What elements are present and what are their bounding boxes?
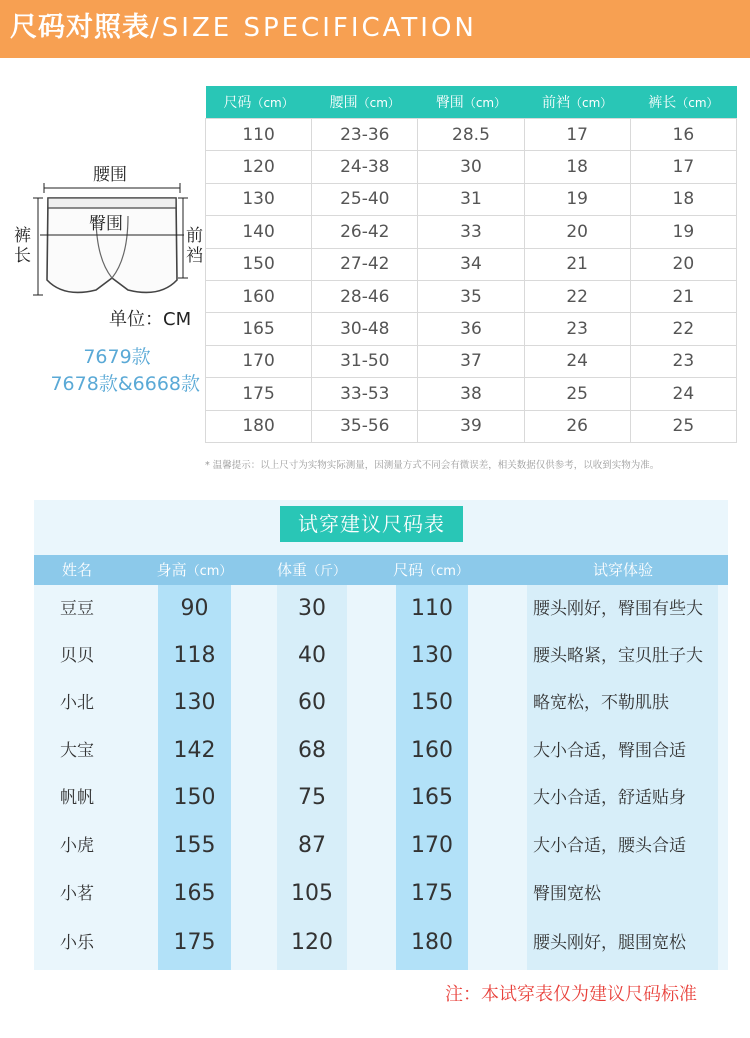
try-on-cell: 帆帆 (60, 788, 94, 808)
table-cell: 150 (206, 248, 312, 280)
try-on-cell: 大小合适，腰头合适 (533, 836, 686, 856)
try-on-title: 试穿建议尺码表 (280, 506, 463, 542)
try-on-cell: 略宽松，不勒肌肤 (533, 693, 669, 713)
try-on-cell: 30 (298, 596, 326, 621)
try-on-cell: 175 (173, 930, 216, 955)
table-cell: 27-42 (312, 248, 418, 280)
table-cell: 23-36 (312, 119, 418, 151)
header-unit: （cm） (676, 96, 719, 110)
table-cell: 24-38 (312, 151, 418, 183)
table-cell: 110 (206, 119, 312, 151)
table-cell: 16 (630, 119, 736, 151)
try-on-cell: 小茗 (60, 884, 94, 904)
table-row (206, 313, 737, 345)
page-title (10, 8, 477, 48)
table-cell: 180 (206, 410, 312, 442)
size-table-header-cell (206, 86, 312, 119)
table-cell: 25 (630, 410, 736, 442)
table-cell: 26 (524, 410, 630, 442)
header-label: 身高 (156, 561, 187, 579)
try-on-cell: 小乐 (60, 933, 94, 953)
table-cell: 170 (206, 345, 312, 377)
try-on-cell: 175 (411, 881, 453, 906)
title-separator: / (150, 13, 162, 43)
table-row (206, 216, 737, 248)
try-on-cell: 75 (298, 785, 326, 810)
try-on-footnote: 注：本试穿表仅为建议尺码标准 (445, 984, 697, 1005)
try-on-cell: 142 (173, 738, 216, 763)
table-cell: 33 (418, 216, 524, 248)
try-on-cell: 130 (411, 643, 453, 668)
size-table-header-cell (418, 86, 524, 119)
size-note: * 温馨提示：以上尺寸为实物实际测量，因测量方式不同会有微误差，相关数据仅供参考，以收到实物为准。 (205, 460, 660, 471)
table-cell: 160 (206, 280, 312, 312)
table-cell: 17 (630, 151, 736, 183)
table-cell: 35 (418, 280, 524, 312)
hip-label: 臀围 (89, 214, 123, 234)
try-on-header-cell (34, 555, 120, 585)
try-on-header-cell (528, 555, 718, 585)
table-cell: 24 (524, 345, 630, 377)
try-on-cell: 40 (298, 643, 326, 668)
table-cell: 19 (630, 216, 736, 248)
try-on-header-cell (143, 555, 246, 585)
table-cell: 21 (630, 280, 736, 312)
try-on-cell: 大小合适，臀围合适 (533, 741, 686, 761)
try-on-cell: 130 (173, 690, 216, 715)
table-cell: 28-46 (312, 280, 418, 312)
rise-label-2: 裆 (186, 246, 203, 266)
table-cell: 26-42 (312, 216, 418, 248)
table-cell: 18 (524, 151, 630, 183)
try-on-cell: 大宝 (60, 741, 94, 761)
try-on-cell: 150 (173, 785, 216, 810)
try-on-cell: 118 (173, 643, 216, 668)
table-cell: 23 (630, 345, 736, 377)
try-on-cell: 90 (180, 596, 209, 621)
table-cell: 33-53 (312, 378, 418, 410)
try-on-header-cell (263, 555, 360, 585)
table-row (206, 151, 737, 183)
table-cell: 18 (630, 183, 736, 215)
table-row (206, 410, 737, 442)
try-on-cell: 105 (291, 881, 333, 906)
try-on-cell: 豆豆 (60, 599, 94, 619)
header-label: 姓名 (61, 561, 92, 579)
header-unit: （cm） (357, 96, 400, 110)
header-unit: （cm） (570, 96, 613, 110)
header-label: 尺码 (223, 95, 252, 111)
table-cell: 20 (630, 248, 736, 280)
try-on-cell: 68 (298, 738, 326, 763)
header-label: 臀围 (435, 95, 464, 111)
table-cell: 36 (418, 313, 524, 345)
try-on-cell: 180 (411, 930, 453, 955)
try-on-cell: 腰头刚好，腿围宽松 (533, 933, 686, 953)
header-unit: （cm） (186, 564, 233, 579)
table-cell: 130 (206, 183, 312, 215)
table-cell: 165 (206, 313, 312, 345)
size-table-body (206, 119, 737, 443)
table-row (206, 345, 737, 377)
try-on-cell: 臀围宽松 (533, 884, 601, 904)
table-cell: 30 (418, 151, 524, 183)
model-1: 7679款 (83, 346, 151, 368)
table-cell: 24 (630, 378, 736, 410)
try-on-cell: 大小合适，舒适贴身 (533, 788, 686, 808)
table-cell: 20 (524, 216, 630, 248)
header-label: 前裆 (542, 95, 570, 111)
table-cell: 140 (206, 216, 312, 248)
header-label: 试穿体验 (592, 561, 653, 579)
table-row (206, 378, 737, 410)
table-cell: 30-48 (312, 313, 418, 345)
length-label-2: 长 (14, 246, 31, 266)
title-en: SIZE SPECIFICATION (161, 13, 477, 43)
table-cell: 17 (524, 119, 630, 151)
size-table (205, 86, 737, 443)
unit-label: 单位：CM (109, 309, 192, 330)
table-cell: 22 (524, 280, 630, 312)
size-table-header (206, 86, 737, 119)
try-on-cell: 贝贝 (60, 646, 94, 666)
header-label: 腰围 (329, 95, 358, 111)
table-cell: 35-56 (312, 410, 418, 442)
table-cell: 37 (418, 345, 524, 377)
table-row (206, 280, 737, 312)
table-cell: 38 (418, 378, 524, 410)
rise-label-1: 前 (186, 226, 203, 246)
header-label: 裤长 (648, 95, 677, 111)
header-unit: （cm） (463, 96, 507, 110)
table-row (206, 119, 737, 151)
table-cell: 23 (524, 313, 630, 345)
table-cell: 120 (206, 151, 312, 183)
table-cell: 21 (524, 248, 630, 280)
try-on-cell: 160 (411, 738, 453, 763)
try-on-cell: 60 (298, 690, 326, 715)
model-numbers (14, 344, 200, 398)
title-zh: 尺码对照表 (10, 12, 150, 43)
try-on-cell: 小北 (60, 693, 94, 713)
waist-label: 腰围 (93, 165, 127, 185)
try-on-cell: 小虎 (60, 836, 94, 856)
size-table-header-cell (630, 86, 736, 119)
header-unit: （斤） (307, 564, 347, 579)
table-cell: 31-50 (312, 345, 418, 377)
table-row (206, 183, 737, 215)
table-cell: 22 (630, 313, 736, 345)
table-cell: 34 (418, 248, 524, 280)
header-banner (0, 0, 750, 58)
try-on-cell: 120 (291, 930, 333, 955)
try-on-cell: 170 (411, 833, 453, 858)
try-on-header-cell (383, 555, 479, 585)
try-on-cell: 165 (411, 785, 453, 810)
header-unit: （cm） (423, 564, 469, 579)
table-cell: 39 (418, 410, 524, 442)
header-label: 尺码 (393, 561, 424, 579)
header-unit: （cm） (251, 96, 294, 110)
header-label: 体重 (276, 561, 307, 579)
table-cell: 25 (524, 378, 630, 410)
table-cell: 175 (206, 378, 312, 410)
table-row (206, 248, 737, 280)
try-on-cell: 155 (173, 833, 216, 858)
try-on-cell: 150 (411, 690, 453, 715)
table-cell: 25-40 (312, 183, 418, 215)
length-label-1: 裤 (14, 226, 31, 246)
size-table-header-cell (312, 86, 418, 119)
model-2: 7678款&6668款 (50, 373, 200, 395)
try-on-cell: 110 (411, 596, 453, 621)
table-cell: 31 (418, 183, 524, 215)
size-table-header-cell (524, 86, 630, 119)
table-cell: 28.5 (418, 119, 524, 151)
try-on-cell: 腰头刚好，臀围有些大 (533, 599, 703, 619)
try-on-cell: 165 (173, 881, 216, 906)
try-on-cell: 87 (298, 833, 326, 858)
table-cell: 19 (524, 183, 630, 215)
try-on-cell: 腰头略紧，宝贝肚子大 (533, 646, 703, 666)
